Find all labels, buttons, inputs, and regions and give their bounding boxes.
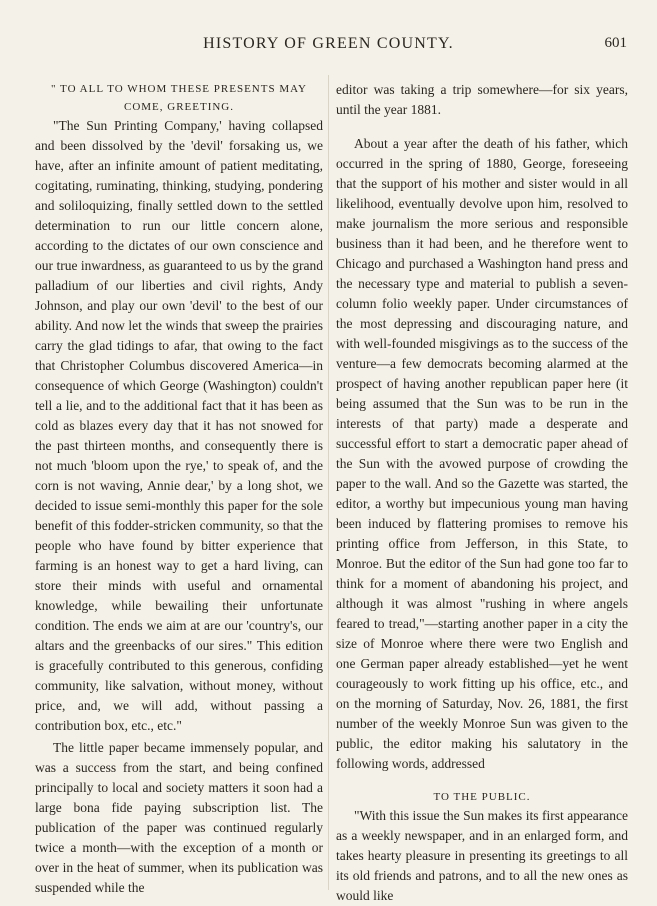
page-header [0, 35, 657, 55]
page-number: 601 [604, 35, 627, 51]
right-paragraph-3: "With this issue the Sun makes its first appearance as a weekly newspaper, and in an enlarged form, and takes hearty pleasure in presenting its greetings to all its old friends and patrons, and to all the new ones as would like [336, 808, 628, 903]
salutation-heading: " TO ALL TO WHOM THESE PRESENTS MAY COME, GREETING. [51, 83, 307, 113]
running-title: HISTORY OF GREEN COUNTY. [203, 35, 454, 52]
left-paragraph-2: The little paper became immensely popular, and was a success from the start, and being confined principally to local and society matters it soon had a large bona fide paying subscription list. The publication of the paper was continued regularly twice a month—with the exception of a month or over in the heat of summer, when its publication was suspended while the [35, 740, 323, 895]
left-column [35, 80, 323, 898]
right-column [336, 80, 628, 906]
right-paragraph-1: editor was taking a trip somewhere—for six years, until the year 1881. [336, 82, 628, 117]
right-paragraph-2: About a year after the death of his father, which occurred in the spring of 1880, George, foreseeing that the support of his mother and sister would in all likelihood, eventually devolve upon him, resolved to make journalism the more serious and responsible business than it had been, and he therefore went to Chicago and purchased a Washington hand press and the necessary type and material to publish a seven-column folio weekly paper. Under circumstances of the most depressing and discouraging nature, and with well-founded misgivings as to the success of the venture—a few democrats becoming alarmed at the prospect of having another republican paper here (it being assumed that the Sun was to be run in the interests of that party) made a desperate and successful effort to start a democratic paper ahead of the Sun with the avowed purpose of crowding the paper to the wall. And so the Gazette was started, the editor, a worthy but impecunious young man having been induced by flattering promises to remove his printing office from Jefferson, in this State, to Monroe. But the editor of the Sun had gone too far to think for a moment of abandoning his project, and although it was almost "rushing in where angels feared to tread,"—starting another paper in a city the size of Monroe where there were two English and one German paper already established—yet he went courageously to work fitting up his office, etc., and on the morning of Saturday, Nov. 26, 1881, the first number of the weekly Monroe Sun was given to the public, the editor making his salutatory in the following words, addressed [336, 136, 628, 771]
to-the-public-heading: TO THE PUBLIC. [433, 791, 531, 803]
column-divider [328, 75, 329, 890]
left-paragraph-1: "The Sun Printing Company,' having collapsed and been dissolved by the 'devil' forsaking us, we have, after an infinite amount of patient meditating, cogitating, ruminating, thinking, studying, pondering and soliloquizing, finally settled down to the settled determination to run our little concern alone, according to the dictates of our own conscience and our true inwardness, as guaranteed to us by the grand palladium of our liberties and civil rights, Andy Johnson, and play our own 'devil' to the best of our ability. And now let the winds that sweep the prairies carry the glad tidings to afar, that owing to the fact that Christopher Columbus discovered America—in consequence of which George (Washington) couldn't tell a lie, and to the additional fact that it has been as cold as blazes every day that it has not snowed for the past thirteen months, and consequently there is not much 'bloom upon the rye,' to speak of, and the corn is not waving, Annie dear,' by a long shot, we decided to issue semi-monthly this paper for the sole benefit of this fodder-stricken community, so that the people who have found by bitter experience that farming is an honest way to get a hard living, can store their minds with useful and ornamental knowledge, while bewailing their unfortunate condition. The ends we aim at are our 'country's, our altars and the greenbacks of our sires." This edition is gracefully contributed to this generous, confiding community, like salvation, without money, without price, and, we will add, without passing a contribution box, etc., etc." [35, 118, 323, 733]
